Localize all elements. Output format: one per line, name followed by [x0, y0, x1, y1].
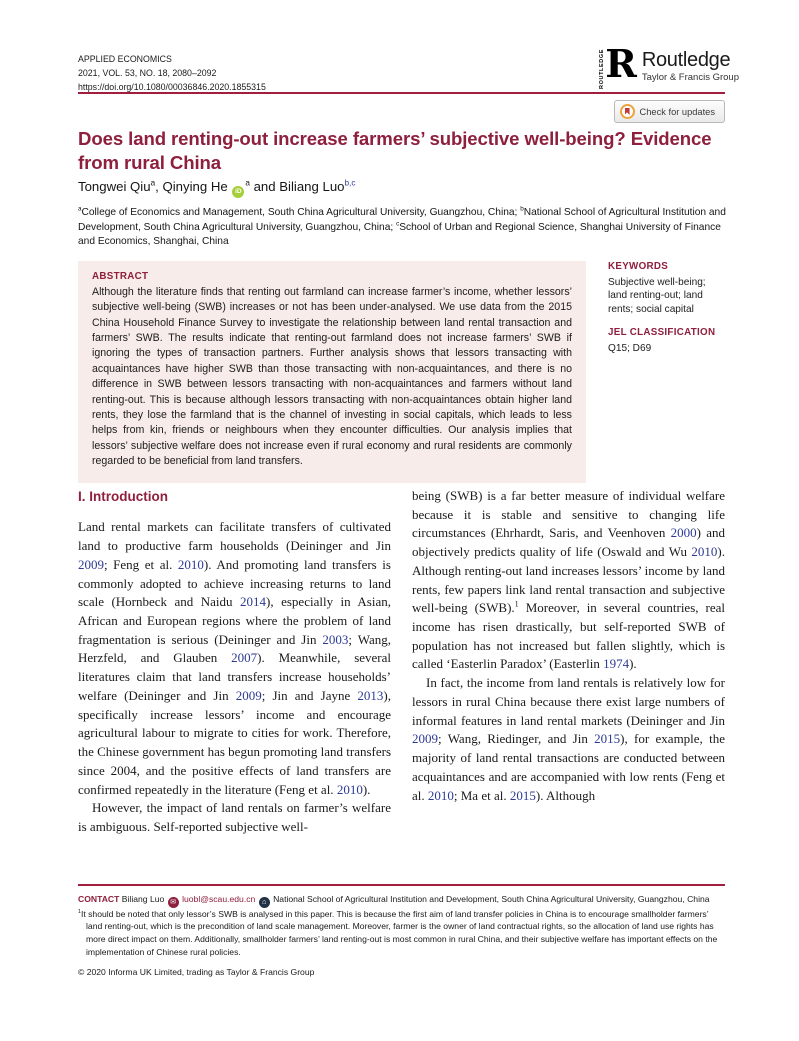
- text-segment: Biliang Luo: [119, 893, 167, 904]
- text-segment: Tongwei Qiu: [78, 179, 151, 194]
- article-title: Does land renting-out increase farmers’ subjective well-being? Evidence from rural China: [78, 128, 712, 173]
- routledge-vertical-text: ROUTLEDGE: [598, 49, 605, 89]
- text-segment: National School of Agricultural Institution and Development, South China Agricultural University, Guangzhou, China;: [78, 207, 726, 233]
- check-updates-label: Check for updates: [639, 106, 715, 117]
- citation-year-link[interactable]: 2010: [427, 787, 454, 803]
- text-segment: ; Wang, Riedinger, and Jin: [438, 731, 595, 747]
- text-segment: College of Economics and Management, South China Agricultural University, Guangzhou, China;: [81, 207, 521, 218]
- footer: [78, 884, 725, 979]
- text-segment: ). And promoting land transfers is commonly adopted to achieve increasing returns to land scale (Hornbeck and Naidu: [78, 556, 391, 610]
- text-segment: ), especially in Asian, African and European regions where the problem of land fragmentation is serious (Deininger and Jin: [78, 594, 391, 647]
- journal-issue: 2021, VOL. 53, NO. 18, 2080–2092: [78, 68, 217, 78]
- left-column: [78, 487, 391, 837]
- text-segment: ) and objectively predicts quality of life (Oswald and Wu: [412, 525, 725, 560]
- text-segment: In fact, the income from land rentals is relatively low for lessors in rural China because there exist large numbers of informal features in land rental markets (Deininger and Jin: [412, 675, 725, 728]
- superscript: a: [245, 178, 250, 188]
- text-segment: ).: [362, 781, 371, 797]
- journal-title: APPLIED ECONOMICS: [78, 54, 172, 64]
- jel-heading: JEL CLASSIFICATION: [607, 326, 716, 338]
- citation-year-link[interactable]: 2010: [691, 544, 718, 560]
- citation-year-link[interactable]: 2009: [235, 687, 262, 703]
- abstract-heading: ABSTRACT: [92, 271, 149, 282]
- address-icon: [259, 897, 270, 908]
- text-segment: ). Meanwhile, several literatures claim that land transfers increase households’ welfare (Deininger and Jin: [78, 650, 391, 703]
- routledge-r-icon: R: [605, 41, 637, 86]
- text-segment: Moreover, in several countries, real income has risen drastically, but self-reported SWB of population has not increased but fallen slightly, which is called ‘Easterlin Paradox’ (Easterlin: [412, 600, 725, 672]
- contact-line: [78, 893, 725, 906]
- superscript: b,c: [344, 178, 356, 188]
- text-segment: ), specifically increase lessors’ income and encourage agricultural labour to migrate to cities for work. Therefore, the Chinese government has begun promoting land transfers since 2004, and the positive effects of land transfers are confirmed repeatedly in the literature (Feng et al.: [78, 687, 392, 797]
- orcid-icon[interactable]: [232, 186, 244, 198]
- abstract-text: Although the literature finds that renting out farmland can increase farmer’s income, whether lessors’ subjective well-being (SWB) increases or not has been under-analysed. We use data from the 2015 China Household Finance Survey to investigate the relationship between land rental transaction and farmers’ SWB. The results indicate that renting-out farmland does not increase farmers’ SWB if ignoring the types of transaction partners. Further analysis shows that lessors transacting with acquaintances have higher SWB than those transacting with non-acquaintances, and there is no difference in SWB between lessors transacting with non-acquaintances and farmers without land renting-out. This is because although lessors transacting with non-acquaintances obtain higher land rents, they lose the farmland that is the channel of investing in social capitals, which leads to less helps from kin, friends or neighbours when they encounter difficulties. Our analysis implies that lessors’ subjective welfare does not increase even if rural economy and rural residents are commonly regarded to be beneficial from land transfers.: [92, 286, 572, 467]
- paragraph: [412, 674, 725, 805]
- right-column: [412, 487, 725, 837]
- keywords-heading: KEYWORDS: [607, 261, 669, 272]
- text-segment: It should be noted that only lessor’s SWB is analysed in this paper. This is because the first aim of land transfer policies in China is to encourage smallholder farmers’ land renting-out, which is the precondition of land scale management. Moreover, farmer is the owner of land contractual rights, so the allocation of land use rights has more direct impact on them. Additionally, smallholder farmers’ land renting-out is most common in rural China, and their subjective welfare has important effects on the implementation of Chinese rural policies.: [80, 908, 718, 958]
- journal-info: [78, 46, 266, 94]
- footer-rule: [78, 884, 725, 886]
- abstract-box: [78, 261, 586, 483]
- check-for-updates-button[interactable]: [614, 100, 725, 123]
- routledge-logo: [598, 41, 739, 89]
- text-segment: National School of Agricultural Institution and Development, South China Agricultural University, Guangzhou, China: [270, 893, 710, 904]
- contact-label: CONTACT: [78, 893, 120, 904]
- text-segment: ; Ma et al.: [453, 787, 510, 803]
- masthead: [78, 41, 739, 94]
- body-columns: [78, 487, 725, 837]
- paragraph: [78, 799, 391, 836]
- superscript: a: [78, 205, 82, 213]
- citation-year-link[interactable]: 2009: [78, 556, 104, 572]
- publisher-group: Taylor & Francis Group: [641, 72, 739, 83]
- superscript: c: [396, 220, 400, 228]
- text-segment: ). Although renting-out land increases lessors’ income by land rents, few papers link land rental transaction and subjective well-being (SWB).: [412, 544, 725, 616]
- routledge-logo-mark: [598, 41, 637, 89]
- routledge-logo-text: [642, 46, 739, 83]
- check-updates-icon: [620, 104, 635, 119]
- email-link[interactable]: luobl@scau.edu.cn: [182, 893, 256, 904]
- citation-year-link[interactable]: 2003: [322, 631, 349, 647]
- superscript: 1: [514, 599, 519, 609]
- text-segment: ; Wang, Herzfeld, and Glauben: [78, 631, 391, 666]
- badge-row: [614, 100, 725, 123]
- text-segment: ). Although: [535, 787, 596, 803]
- jel-text: Q15; D69: [607, 342, 652, 354]
- citation-year-link[interactable]: 2000: [670, 525, 697, 541]
- citation-year-link[interactable]: 2014: [240, 594, 267, 610]
- paragraph: [412, 487, 725, 674]
- citation-year-link[interactable]: 2007: [231, 650, 258, 666]
- author-line: [78, 179, 725, 196]
- copyright-line: © 2020 Informa UK Limited, trading as Taylor & Francis Group: [78, 967, 315, 978]
- paragraph: [78, 518, 391, 799]
- text-segment: ; Jin and Jayne: [261, 687, 358, 703]
- affiliations: [78, 206, 729, 250]
- abstract-row: [78, 261, 725, 483]
- text-segment: ), for example, the majority of land rental transactions are conducted between acquaintances and are accompanied with low rents (Feng et al.: [412, 731, 726, 803]
- text-segment: [255, 894, 257, 904]
- text-segment: School of Urban and Regional Science, Shanghai University of Finance and Economics, Shanghai, China: [78, 221, 721, 248]
- text-segment: being (SWB) is a far better measure of individual welfare because it is stable and sensitive to changing life circumstances (Ehrhardt, Saris, and Veenhoven: [412, 488, 725, 541]
- section-heading-introduction: I. Introduction: [78, 489, 168, 504]
- header-rule: [78, 92, 725, 94]
- superscript: a: [150, 178, 156, 188]
- text-segment: , Qinying He: [155, 179, 232, 194]
- citation-year-link[interactable]: 2015: [509, 787, 536, 803]
- envelope-icon: [168, 897, 179, 908]
- text-segment: However, the impact of land rentals on farmer’s welfare is ambiguous. Self-reported subjective well-: [78, 800, 391, 834]
- keywords-text: Subjective well-being; land renting-out; land rents; social capital: [607, 276, 706, 315]
- citation-year-link[interactable]: 2010: [336, 781, 363, 797]
- doi-link[interactable]: https://doi.org/10.1080/00036846.2020.1855315: [78, 82, 266, 92]
- citation-year-link[interactable]: 2013: [357, 687, 384, 703]
- publisher-name: Routledge: [641, 49, 731, 71]
- superscript: 1: [78, 908, 81, 915]
- footnote: [78, 908, 725, 960]
- citation-year-link[interactable]: 1974: [603, 656, 630, 672]
- keywords-column: [608, 261, 725, 355]
- citation-year-link[interactable]: 2015: [594, 731, 621, 747]
- citation-year-link[interactable]: 2010: [177, 556, 204, 572]
- text-segment: and Biliang Luo: [249, 179, 345, 194]
- text-segment: ).: [629, 656, 637, 672]
- superscript: b: [520, 205, 524, 213]
- citation-year-link[interactable]: 2009: [412, 731, 438, 747]
- text-segment: Land rental markets can facilitate transfers of cultivated land to productive farm households (Deininger and Jin: [78, 519, 391, 554]
- text-segment: ; Feng et al.: [104, 556, 178, 572]
